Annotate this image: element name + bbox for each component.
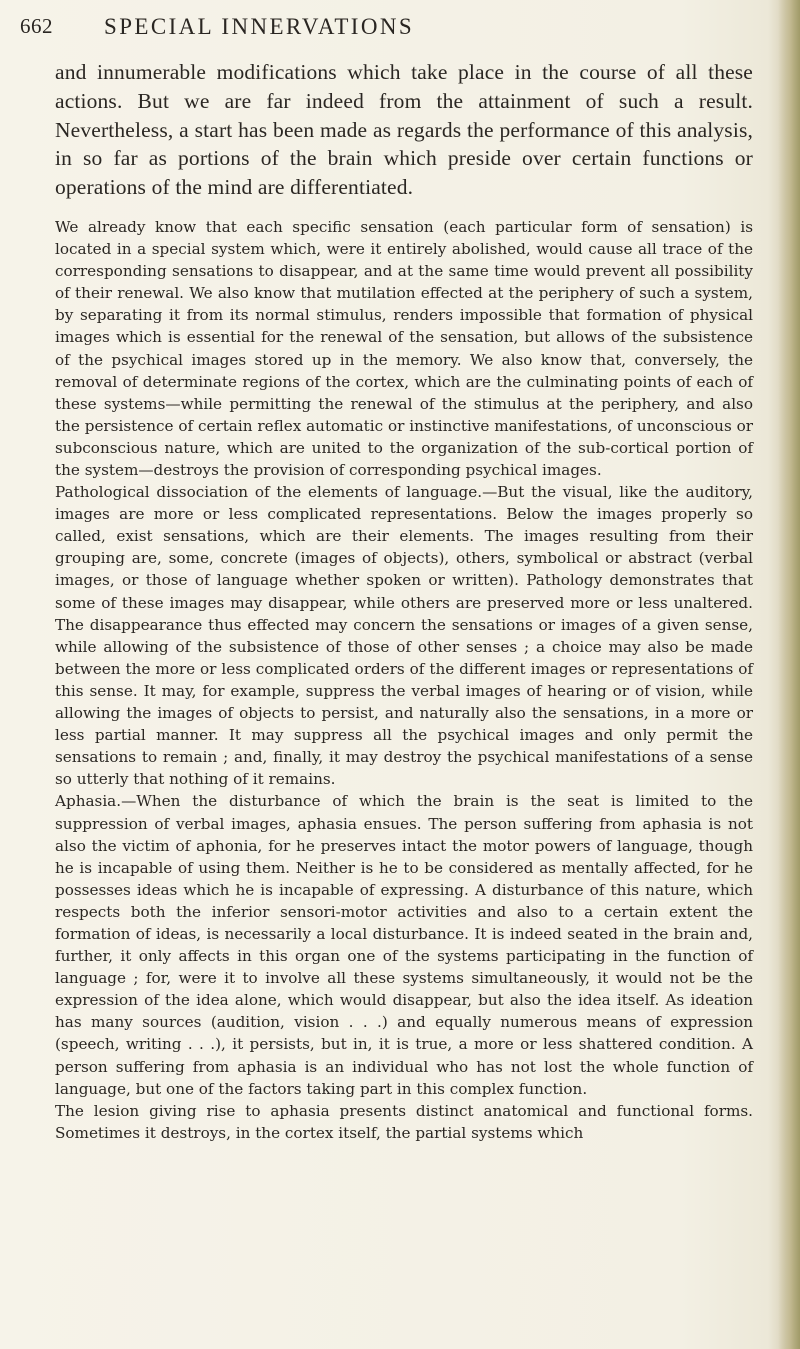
paragraph-aphasia xyxy=(55,790,753,1099)
paragraph-lesion: The lesion giving rise to aphasia presents distinct anatomical and functional forms. Sometimes it destroys, in the cortex itself, the partial systems which xyxy=(55,1101,753,1142)
paragraph-specific-sensation: We already know that each specific sensation (each particular form of sensation) is located in a special system which, were it entirely abolished, would cause all trace of the corresponding sensations to disappear, and at the same time would prevent all possibility of their renewal. We also know that mutilation effected at the periphery of such a system, by separating it from its normal stimulus, renders impossible that formation of physical images which is essential for the renewal of the sensation, but allows of the subsistence of the psychical images stored up in the memory. We also know that, conversely, the removal of determinate regions of the cortex, which are the culminating points of each of these systems—while permitting the renewal of the stimulus at the periphery, and also the persistence of certain reflex automatic or instinctive manifestations, of unconscious or subconscious nature, which are united to the organization of the sub-cortical portion of the system—destroys the provision of corresponding psychical images. xyxy=(55,217,753,480)
paragraph-pathological-dissociation-text: —But the visual, like the auditory, images are more or less complicated representations. Below the images properly so called, exist sensations, which are their elements. The images resulting from their grouping are, some, concrete (images of objects), others, symbolical or abstract (verbal images, or those of language whether spoken or written). Pathology demonstrates that some of these images may disappear, while others are preserved more or less unaltered. The disappearance thus effected may concern the sensations or images of a given sense, while allowing of the subsistence of those of other senses ; a choice may also be made between the more or less complicated orders of the different images or representations of this sense. It may, for example, suppress the verbal images of hearing or of vision, while allowing the images of objects to persist, and naturally also the sensations, in a more or less partial manner. It may suppress all the psychical images and only permit the sensations to remain ; and, finally, it may destroy the psychical manifestations of a sense so utterly that nothing of it remains. xyxy=(55,483,753,789)
running-head: SPECIAL INNERVATIONS xyxy=(104,14,415,39)
page-edge-shading xyxy=(778,0,800,1349)
body-text xyxy=(55,58,753,1144)
section-title-pathological-dissociation: Pathological dissociation of the elements of language. xyxy=(55,483,483,502)
page-header xyxy=(20,14,780,44)
paragraph-pathological-dissociation xyxy=(55,481,753,790)
page-number: 662 xyxy=(20,14,53,38)
intro-paragraph xyxy=(55,58,753,202)
section-title-aphasia: Aphasia. xyxy=(55,792,122,811)
paragraph-aphasia-text: —When the disturbance of which the brain is the seat is limited to the suppression of verbal images, aphasia ensues. The person suffering from aphasia is not also the victim of aphonia, for he preserves intact the motor powers of language, though he is incapable of using them. Neither is he to be considered as mentally affected, for he possesses ideas which he is incapable of expressing. A disturbance of this nature, which respects both the inferior sensori-motor activities and also to a certain extent the formation of ideas, is necessarily a local disturbance. It is indeed seated in the brain and, further, it only affects in this organ one of the systems participating in the function of language ; for, were it to involve all these systems simultaneously, it would not be the expression of the idea alone, which would disappear, but also the idea itself. As ideation has many sources (audition, vision . . .) and equally numerous means of expression (speech, writing . . .), it persists, but in, it is true, a more or less shattered condition. A person suffering from aphasia is an individual who has not lost the whole function of language, but one of the factors taking part in this complex function. xyxy=(55,792,753,1098)
intro-paragraph-text: and innumerable modifications which take place in the course of all these actions. But we are far indeed from the attainment of such a result. Nevertheless, a start has been made as regards the performance of this analysis, in so far as portions of the brain which preside over certain functions or operations of the mind are differentiated. xyxy=(55,60,753,200)
